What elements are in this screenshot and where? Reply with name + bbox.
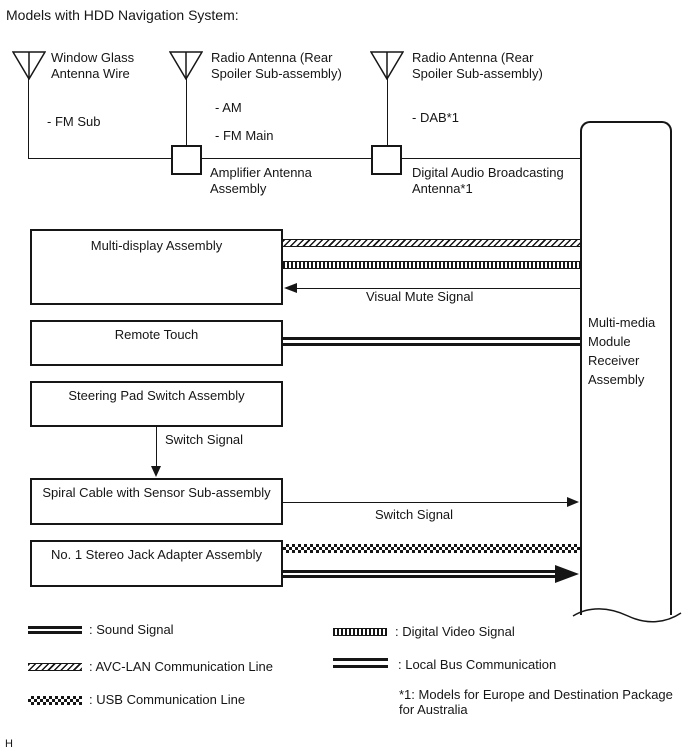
- legend-avc-lan-swatch: [28, 663, 82, 671]
- antenna-icon: [12, 51, 46, 80]
- footnote-line-2: for Australia: [399, 702, 468, 717]
- legend-digital-video-label: : Digital Video Signal: [395, 624, 515, 639]
- radio-antenna-main-label: Radio Antenna (Rear Spoiler Sub-assembly): [211, 50, 342, 81]
- steering-pad-label: Steering Pad Switch Assembly: [68, 388, 245, 403]
- diagram-title: Models with HDD Navigation System:: [6, 7, 239, 23]
- radio-antenna-dab-label: Radio Antenna (Rear Spoiler Sub-assembly): [412, 50, 543, 81]
- multi-display-box: [30, 229, 283, 305]
- sound-signal-arrowhead: [555, 565, 579, 583]
- switch-signal-down-label: Switch Signal: [165, 432, 244, 447]
- legend-sound-label: : Sound Signal: [89, 622, 174, 637]
- amplifier-antenna-box: [171, 145, 202, 175]
- footnote: [399, 687, 673, 717]
- steering-pad-box: [30, 381, 283, 427]
- amplifier-antenna-label: Amplifier Antenna Assembly: [210, 165, 312, 196]
- page-marker: H: [5, 738, 13, 750]
- legend-avc-lan-label: : AVC-LAN Communication Line: [89, 659, 274, 674]
- stereo-jack-box: [30, 540, 283, 587]
- avc-lan-line: [283, 239, 580, 247]
- visual-mute-label: Visual Mute Signal: [366, 289, 474, 304]
- antenna-stem: [28, 79, 29, 158]
- switch-signal-right-line: [283, 502, 568, 503]
- visual-mute-arrowhead: [284, 283, 297, 293]
- switch-signal-down-arrowhead: [151, 466, 161, 477]
- legend-sound-swatch: [28, 626, 82, 634]
- switch-signal-down-line: [156, 427, 157, 467]
- sound-signal-line: [283, 570, 556, 578]
- antenna-wire-line: [28, 158, 580, 159]
- switch-signal-right-label: Switch Signal: [375, 507, 454, 522]
- legend-local-bus-swatch: [333, 658, 388, 668]
- switch-signal-right-arrowhead: [567, 497, 579, 507]
- multi-display-label: Multi-display Assembly: [90, 238, 223, 253]
- stereo-jack-label: No. 1 Stereo Jack Adapter Assembly: [51, 547, 262, 562]
- window-glass-antenna-label: Window Glass Antenna Wire: [51, 50, 135, 81]
- fm-main-band-label: - FM Main: [215, 128, 274, 143]
- legend-usb-label: : USB Communication Line: [89, 692, 246, 707]
- antenna-icon: [370, 51, 404, 80]
- local-bus-line: [283, 337, 580, 346]
- legend-usb-swatch: [28, 696, 82, 705]
- digital-video-line: [283, 261, 580, 269]
- usb-line: [283, 544, 580, 553]
- dab-antenna-box: [371, 145, 402, 175]
- remote-touch-label: Remote Touch: [114, 327, 199, 342]
- receiver-label: Multi-media Module Receiver Assembly: [588, 315, 656, 387]
- spiral-cable-box: [30, 478, 283, 525]
- dab-band-label: - DAB*1: [412, 110, 459, 125]
- remote-touch-box: [30, 320, 283, 366]
- antenna-stem: [186, 79, 187, 145]
- fm-sub-band-label: - FM Sub: [47, 114, 101, 129]
- antenna-icon: [169, 51, 203, 80]
- antenna-stem: [387, 79, 388, 145]
- am-band-label: - AM: [215, 100, 242, 115]
- legend-digital-video-swatch: [333, 628, 387, 636]
- dab-antenna-label: Digital Audio Broadcasting Antenna*1: [412, 165, 564, 196]
- spiral-cable-label: Spiral Cable with Sensor Sub-assembly: [42, 485, 271, 500]
- receiver-box-break-wave: [571, 604, 683, 630]
- legend-local-bus-label: : Local Bus Communication: [398, 657, 557, 672]
- footnote-line-1: *1: Models for Europe and Destination Package: [399, 687, 673, 702]
